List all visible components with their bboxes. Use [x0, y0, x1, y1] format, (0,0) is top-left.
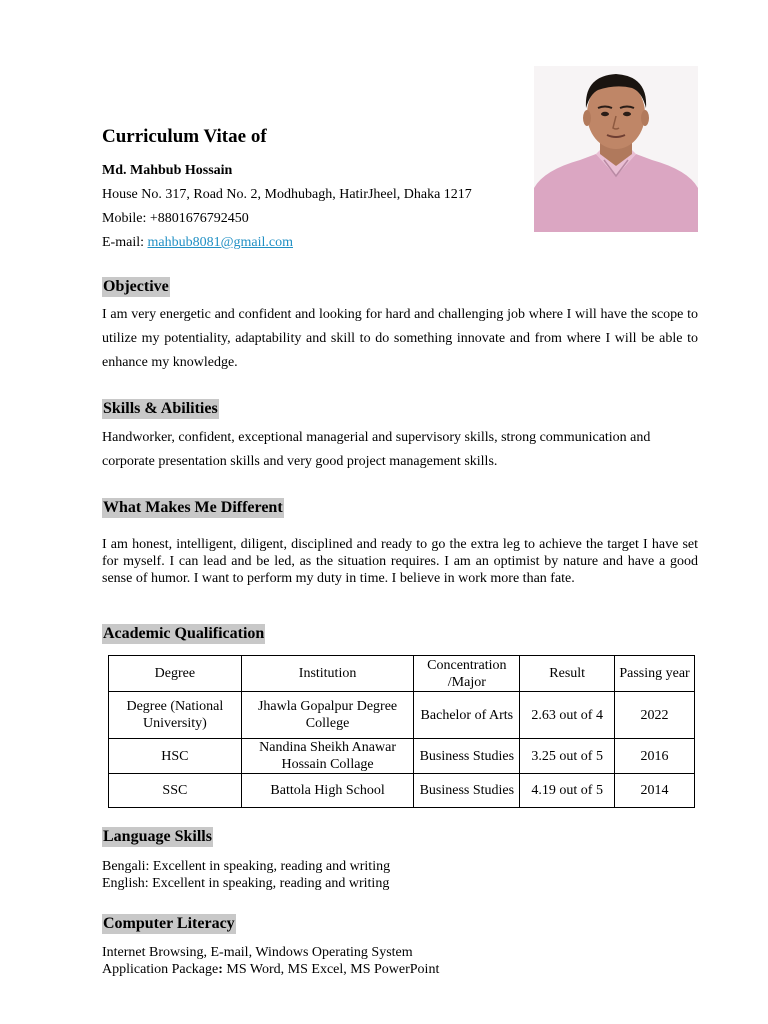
table-cell: 2014: [615, 774, 695, 808]
table-cell: HSC: [109, 739, 242, 774]
language-list: [102, 858, 390, 892]
email-line: [102, 231, 472, 255]
mobile: Mobile: +8801676792450: [102, 211, 249, 226]
list-item: Bengali: Excellent in speaking, reading and writing: [102, 859, 391, 874]
email-label: E-mail:: [102, 235, 148, 250]
address: House No. 317, Road No. 2, Modhubagh, HatirJheel, Dhaka 1217: [102, 187, 472, 202]
profile-photo: [534, 66, 698, 232]
app-package-colon: :: [218, 962, 223, 977]
table-cell: Degree (National University): [109, 692, 242, 739]
table-cell: 4.19 out of 5: [520, 774, 615, 808]
table-row: [109, 774, 695, 808]
cv-title: Curriculum Vitae of: [102, 126, 267, 147]
table-cell: Bachelor of Arts: [414, 692, 520, 739]
contact-block: [102, 159, 472, 255]
app-package-value: MS Word, MS Excel, MS PowerPoint: [222, 962, 440, 977]
different-text: I am honest, intelligent, diligent, disciplined and ready to go the extra leg to achieve the target I have set for myself. I can lead and be led, as the situation requires. I am an optimist by nature and have a good sense of humor. I want to perform my duty in time. I believe in work more than fate.: [102, 537, 698, 586]
table-cell: 2022: [615, 692, 695, 739]
language-heading: Language Skills: [103, 828, 212, 845]
table-cell: SSC: [109, 774, 242, 808]
table-header-cell: Degree: [109, 656, 242, 692]
list-item: English: Excellent in speaking, reading and writing: [102, 876, 390, 891]
computer-list: [102, 944, 439, 978]
table-cell: 2.63 out of 4: [520, 692, 615, 739]
table-cell: Jhawla Gopalpur Degree College: [241, 692, 414, 739]
table-cell: Battola High School: [241, 774, 414, 808]
objective-text: I am very energetic and confident and looking for hard and challenging job where I will have the scope to utilize my potentiality, adaptability and skill to do something innovate and from where I will be able to enhance my knowledge.: [102, 307, 698, 370]
person-photo-icon: [534, 66, 698, 232]
table-header-cell: Result: [520, 656, 615, 692]
table-row: [109, 692, 695, 739]
skills-heading: Skills & Abilities: [103, 400, 218, 417]
list-item: [102, 961, 439, 978]
skills-text: Handworker, confident, exceptional managerial and supervisory skills, strong communication and corporate presentation skills and very good project management skills.: [102, 430, 651, 469]
computer-heading: Computer Literacy: [103, 915, 235, 932]
email-link[interactable]: mahbub8081@gmail.com: [147, 235, 293, 250]
different-heading: What Makes Me Different: [103, 499, 283, 516]
app-package-label: Application Package: [102, 962, 219, 977]
academic-table: [108, 655, 695, 808]
list-item: Internet Browsing, E-mail, Windows Operating System: [102, 945, 413, 960]
table-cell: Nandina Sheikh Anawar Hossain Collage: [241, 739, 414, 774]
objective-heading: Objective: [103, 278, 169, 295]
table-cell: Business Studies: [414, 739, 520, 774]
table-cell: Business Studies: [414, 774, 520, 808]
table-row: [109, 739, 695, 774]
academic-heading: Academic Qualification: [103, 625, 265, 642]
table-header-row: [109, 656, 695, 692]
table-header-cell: Concentration /Major: [414, 656, 520, 692]
table-cell: 2016: [615, 739, 695, 774]
candidate-name: Md. Mahbub Hossain: [102, 163, 233, 178]
table-header-cell: Institution: [241, 656, 414, 692]
table-cell: 3.25 out of 5: [520, 739, 615, 774]
table-header-cell: Passing year: [615, 656, 695, 692]
